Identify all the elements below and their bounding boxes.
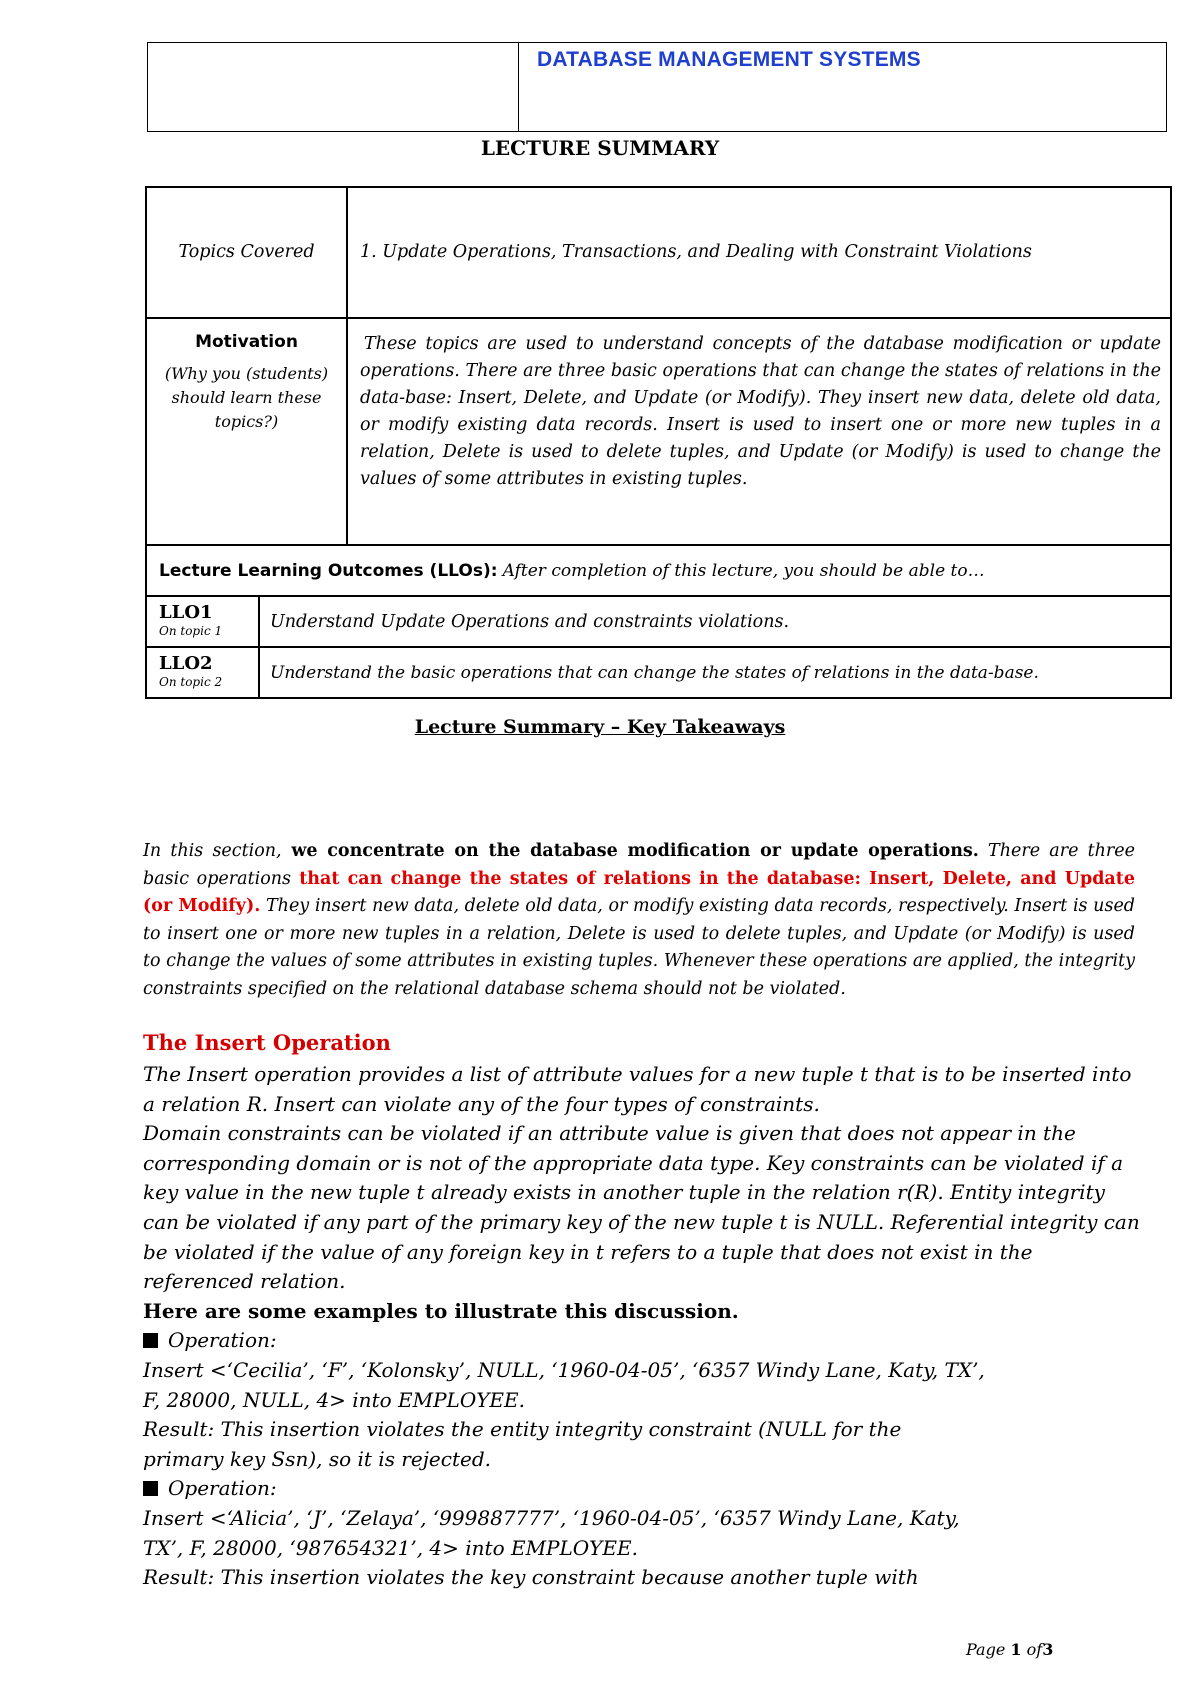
insert-paragraph: The Insert operation provides a list of attribute values for a new tuple t that is to be inserted into a relation R. Insert can violate any of the four types of constraints. bbox=[143, 1062, 1132, 1116]
insert-operation-heading: The Insert Operation bbox=[143, 1030, 391, 1055]
of-word: of bbox=[1026, 1640, 1043, 1659]
example-line: TX’, F, 28000, ‘987654321’, 4> into EMPLOYEE. bbox=[143, 1535, 638, 1560]
llo-text-cell bbox=[259, 596, 1171, 647]
llo-topic: On topic 2 bbox=[159, 674, 223, 689]
llo-heading-italic: After completion of this lecture, you should be able to… bbox=[502, 560, 985, 581]
intro-text: In this section, bbox=[143, 841, 282, 861]
operation-label: Operation: bbox=[168, 1476, 277, 1501]
llo-code: LLO2 bbox=[159, 652, 213, 674]
insert-section-body bbox=[143, 1060, 1143, 1593]
motivation-text-cell bbox=[347, 318, 1171, 545]
llo-heading-cell bbox=[146, 545, 1171, 596]
example-line: F, 28000, NULL, 4> into EMPLOYEE. bbox=[143, 1387, 525, 1412]
topics-label: Topics Covered bbox=[178, 242, 315, 262]
llo-heading-bold: Lecture Learning Outcomes (LLOs): bbox=[159, 560, 498, 581]
motivation-label: Motivation bbox=[195, 332, 298, 352]
motivation-text: These topics are used to understand concepts of the database modification or update operations. There are three basic operations that can change the states of relations in the data-base: Insert, Delete, and Update (or Modify). They insert new data, delete old data, or modify existing data records. Insert is used to insert one or more new tuples in a relation, Delete is used to delete tuples, and Update (or Modify) is used to change the values of some attributes in existing tuples. bbox=[360, 334, 1161, 489]
llo-text-cell bbox=[259, 647, 1171, 698]
key-takeaways-title: Lecture Summary – Key Takeaways bbox=[414, 716, 786, 738]
lecture-summary-title: LECTURE SUMMARY bbox=[480, 136, 720, 160]
page-total: 3 bbox=[1042, 1640, 1054, 1659]
square-bullet-icon bbox=[143, 1481, 158, 1496]
llo-topic: On topic 1 bbox=[159, 623, 223, 638]
llo-heading-row bbox=[146, 545, 1171, 596]
page-current: 1 bbox=[1010, 1640, 1022, 1659]
topics-value-cell bbox=[347, 187, 1171, 318]
course-title: DATABASE MANAGEMENT SYSTEMS bbox=[537, 48, 921, 71]
topics-row bbox=[146, 187, 1171, 318]
motivation-label-cell bbox=[146, 318, 347, 545]
examples-intro: Here are some examples to illustrate this discussion. bbox=[143, 1298, 739, 1323]
summary-table bbox=[145, 186, 1172, 699]
operation-label: Operation: bbox=[168, 1328, 277, 1353]
intro-text: They insert new data, delete old data, or modify existing data records, respectively. Insert is used to insert one or more new tuples in a relation, Delete is used to delete tuples, and Update (or Modify) is used to change the values of some attributes in existing tuples. Whenever these operations are applied, the integrity constraints specified on the relational database schema should not be violated. bbox=[143, 896, 1135, 999]
insert-paragraph: Domain constraints can be violated if an attribute value is given that does not appear in the corresponding domain or is not of the appropriate data type. Key constraints can be violated if a key value in the new tuple t already exists in another tuple in the relation r(R). Entity integrity can be violated if any part of the primary key of the new tuple t is NULL. Referential integrity can be violated if the value of any foreign key in t refers to a tuple that does not exist in the referenced relation. bbox=[143, 1121, 1140, 1294]
header-divider bbox=[518, 43, 519, 131]
example-line: Insert <‘Alicia’, ‘J’, ‘Zelaya’, ‘999887777’, ‘1960-04-05’, ‘6357 Windy Lane, Katy, bbox=[143, 1505, 960, 1530]
example-operation bbox=[143, 1326, 1143, 1356]
example-result: Result: This insertion violates the key constraint because another tuple with bbox=[143, 1565, 919, 1590]
example-line: Insert <‘Cecilia’, ‘F’, ‘Kolonsky’, NULL, ‘1960-04-05’, ‘6357 Windy Lane, Katy, TX’, bbox=[143, 1357, 985, 1382]
page-number bbox=[966, 1640, 1053, 1659]
example-result: Result: This insertion violates the entity integrity constraint (NULL for the bbox=[143, 1417, 902, 1442]
intro-paragraph bbox=[143, 838, 1135, 1004]
topics-label-cell bbox=[146, 187, 347, 318]
intro-highlight-text: that can change the states of relations in the database: Insert, Delete, and Update (or Modify). bbox=[143, 868, 1135, 917]
page-word: Page bbox=[966, 1640, 1006, 1659]
square-bullet-icon bbox=[143, 1333, 158, 1348]
example-operation bbox=[143, 1474, 1143, 1504]
llo-code-cell bbox=[146, 647, 259, 698]
motivation-sublabel: (Why you (students) should learn these topics?) bbox=[164, 364, 329, 431]
llo-text: Understand the basic operations that can change the states of relations in the data-base. bbox=[270, 662, 1039, 683]
llo-text: Understand Update Operations and constraints violations. bbox=[270, 611, 790, 632]
llo-code: LLO1 bbox=[159, 601, 213, 623]
intro-text: There are three basic operations bbox=[143, 841, 1135, 889]
llo-code-cell bbox=[146, 596, 259, 647]
llo-row bbox=[146, 596, 1171, 647]
example-result: primary key Ssn), so it is rejected. bbox=[143, 1446, 491, 1471]
llo-row bbox=[146, 647, 1171, 698]
intro-bold-text: we concentrate on the database modification or update operations. bbox=[281, 841, 979, 861]
motivation-row bbox=[146, 318, 1171, 545]
topics-value: 1. Update Operations, Transactions, and Dealing with Constraint Violations bbox=[360, 242, 1032, 262]
